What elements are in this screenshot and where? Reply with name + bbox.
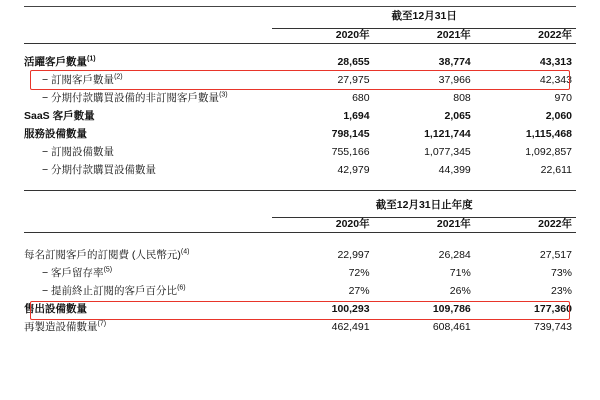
- row-value: 1,115,468: [525, 128, 572, 140]
- row-value: 808: [453, 92, 471, 104]
- bottom-group-header-row: [24, 199, 576, 217]
- row-label: 活躍客戶數量: [24, 56, 87, 68]
- row-label: SaaS 客戶數量: [24, 110, 95, 122]
- row-value: 1,092,857: [525, 146, 572, 158]
- table-row: [24, 315, 576, 333]
- row-value: 43,313: [539, 56, 572, 68]
- row-label: − 分期付款購買設備的非訂閱客戶數量: [42, 92, 220, 104]
- row-value: 177,360: [534, 303, 572, 315]
- row-value: 27,517: [539, 249, 572, 261]
- row-value: 37,966: [438, 74, 471, 86]
- bottom-group-header: 截至12月31日止年度: [375, 199, 473, 211]
- row-value: 26,284: [438, 249, 471, 261]
- bottom-col-header-1: 2021年: [436, 218, 471, 230]
- bottom-column-header-row: [24, 218, 576, 232]
- row-value: 38,774: [438, 56, 471, 68]
- row-label: − 訂閱設備數量: [42, 146, 115, 158]
- row-value: 73%: [550, 267, 572, 279]
- row-label: − 訂閱客戶數量: [42, 74, 115, 86]
- row-value: 970: [554, 92, 572, 104]
- row-footnote-mark: (6): [177, 284, 186, 292]
- row-footnote-mark: (7): [97, 320, 107, 328]
- row-value: 71%: [449, 267, 471, 279]
- row-value: 72%: [348, 267, 370, 279]
- bottom-col-header-0: 2020年: [335, 218, 370, 230]
- row-label: − 分期付款購買設備數量: [42, 164, 157, 176]
- row-value: 2,065: [444, 110, 471, 122]
- row-value: 755,166: [331, 146, 370, 158]
- table-row: [24, 86, 576, 104]
- row-footnote-mark: (2): [114, 73, 123, 81]
- top-col-header-2: 2022年: [538, 29, 572, 41]
- section-divider: [24, 190, 576, 191]
- row-value: 109,786: [432, 303, 471, 315]
- row-footnote-mark: (3): [219, 91, 228, 99]
- row-value: 22,611: [540, 164, 572, 176]
- row-value: 27%: [348, 285, 370, 297]
- row-value: 608,461: [432, 321, 471, 333]
- top-column-header-row: [24, 29, 576, 43]
- row-value: 28,655: [337, 56, 370, 68]
- row-label: − 客戶留存率: [42, 267, 104, 279]
- table-row: [24, 158, 576, 176]
- table-row: [24, 243, 576, 261]
- metrics-table-bottom: [24, 199, 576, 333]
- row-value: 462,491: [331, 321, 370, 333]
- row-label: 售出設備數量: [24, 303, 87, 315]
- row-label: − 提前終止訂閱的客戶百分比: [42, 285, 178, 297]
- row-value: 1,694: [343, 110, 370, 122]
- row-label: 每名訂閱客戶的訂閱費 (人民幣元): [24, 249, 181, 261]
- row-value: 27,975: [337, 74, 370, 86]
- row-value: 100,293: [331, 303, 370, 315]
- row-value: 42,343: [539, 74, 572, 86]
- table-row: [24, 297, 576, 315]
- row-footnote-mark: (5): [103, 266, 113, 274]
- row-value: 1,121,744: [424, 128, 471, 140]
- row-value: 23%: [550, 285, 572, 297]
- table-row: [24, 279, 576, 297]
- row-value: 2,060: [545, 110, 572, 122]
- row-value: 1,077,345: [424, 146, 471, 158]
- row-value: 42,979: [337, 164, 370, 176]
- table-row: [24, 122, 576, 140]
- row-footnote-mark: (1): [87, 55, 96, 63]
- bottom-col-header-2: 2022年: [538, 218, 572, 230]
- table-row: [24, 68, 576, 86]
- table-row: [24, 104, 576, 122]
- row-value: 680: [352, 92, 370, 104]
- row-label: 再製造設備數量: [24, 321, 98, 333]
- top-rule: [24, 6, 576, 7]
- table-row: [24, 261, 576, 279]
- top-group-header-row: [24, 10, 576, 28]
- table-row: [24, 140, 576, 158]
- table-row: [24, 50, 576, 68]
- spacer-row: [24, 233, 576, 243]
- metrics-table-top: [24, 10, 576, 176]
- top-col-header-1: 2021年: [436, 29, 471, 41]
- row-value: 739,743: [534, 321, 572, 333]
- row-value: 26%: [449, 285, 471, 297]
- row-value: 22,997: [337, 249, 370, 261]
- row-footnote-mark: (4): [180, 248, 190, 256]
- top-col-header-0: 2020年: [335, 29, 370, 41]
- top-group-header: 截至12月31日: [391, 10, 457, 22]
- row-value: 44,399: [438, 164, 471, 176]
- row-label: 服務設備數量: [24, 128, 87, 140]
- row-value: 798,145: [331, 128, 370, 140]
